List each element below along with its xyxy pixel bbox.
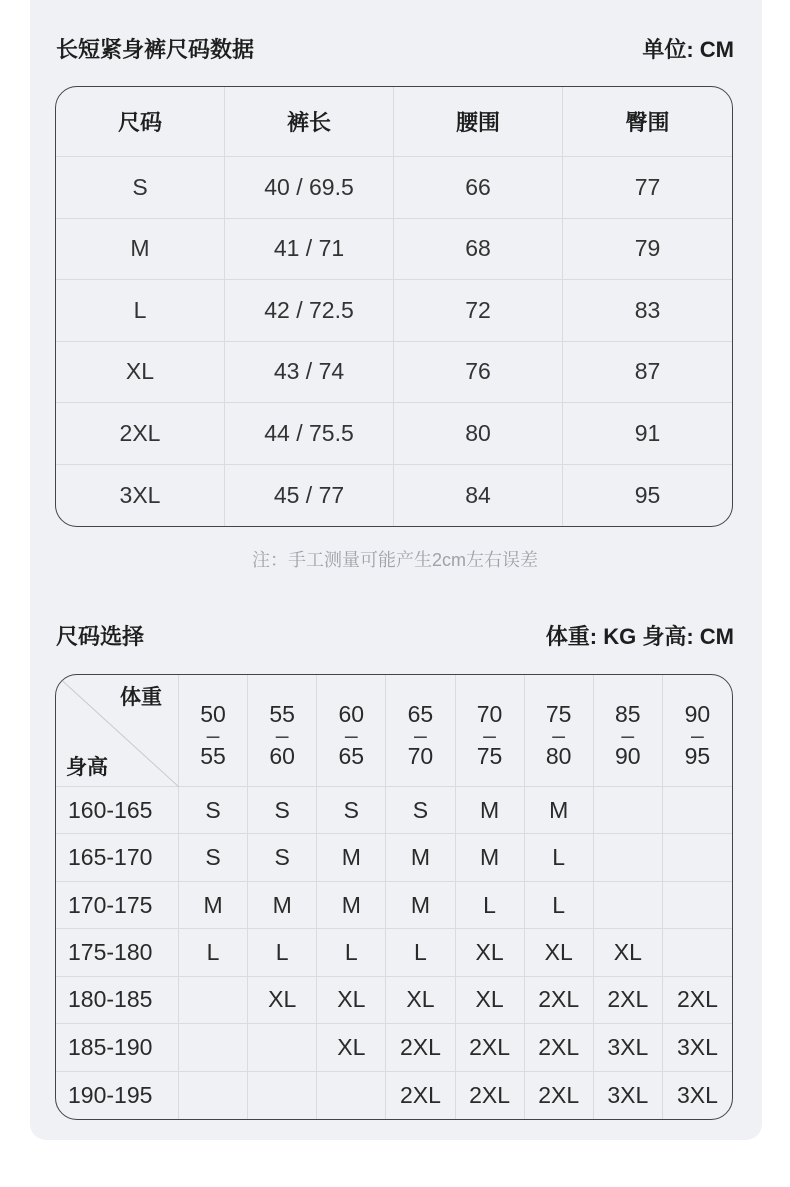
weight-range-high: 75 bbox=[476, 742, 503, 769]
table-cell: 80 bbox=[394, 403, 563, 465]
size-cell: L bbox=[525, 834, 594, 881]
height-range-label: 175-180 bbox=[56, 929, 179, 976]
size-cell: 2XL bbox=[456, 1072, 525, 1119]
size-cell: 3XL bbox=[594, 1072, 663, 1119]
size-cell: XL bbox=[317, 1024, 386, 1071]
weight-range-high: 90 bbox=[615, 742, 641, 769]
height-range-label: 190-195 bbox=[56, 1072, 179, 1119]
table-cell: 40 / 69.5 bbox=[225, 157, 394, 219]
size-cell: L bbox=[179, 929, 248, 976]
weight-range-low: 70 bbox=[476, 700, 503, 727]
weight-range-sep: – bbox=[344, 721, 358, 748]
weight-range-header bbox=[317, 675, 386, 787]
size-cell: 2XL bbox=[525, 1072, 594, 1119]
table-cell: 95 bbox=[634, 481, 661, 508]
table-cell: 68 bbox=[394, 219, 563, 281]
weight-range-low: 55 bbox=[269, 700, 295, 727]
corner-header-cell bbox=[56, 675, 179, 787]
table-cell: 87 bbox=[563, 342, 732, 404]
table-cell: M bbox=[56, 219, 225, 281]
table-cell: 76 bbox=[394, 342, 563, 404]
weight-range-header bbox=[386, 675, 455, 787]
weight-range-header bbox=[525, 675, 594, 787]
size-cell: L bbox=[525, 882, 594, 929]
weight-range-sep: – bbox=[414, 721, 427, 748]
weight-range-header bbox=[179, 675, 248, 787]
column-header: 腰围 bbox=[394, 87, 563, 157]
size-table-title: 长短紧身裤尺码数据 bbox=[56, 36, 255, 62]
size-cell bbox=[179, 977, 248, 1024]
size-cell bbox=[248, 1072, 317, 1119]
weight-range-header bbox=[663, 675, 732, 787]
weight-range-sep: – bbox=[275, 721, 289, 748]
size-cell bbox=[663, 929, 732, 976]
height-range-label: 170-175 bbox=[56, 882, 179, 929]
height-range-label: 185-190 bbox=[56, 1024, 179, 1071]
column-header: 裤长 bbox=[225, 87, 394, 157]
size-guide-header bbox=[56, 620, 734, 650]
size-cell: XL bbox=[456, 929, 525, 976]
size-cell: 2XL bbox=[525, 1024, 594, 1071]
corner-height-label: 身高 bbox=[66, 756, 108, 779]
size-cell: 3XL bbox=[594, 1024, 663, 1071]
corner-weight-label: 体重 bbox=[120, 686, 162, 709]
table-cell: XL bbox=[56, 342, 225, 404]
size-cell: S bbox=[179, 787, 248, 834]
size-cell: M bbox=[317, 834, 386, 881]
weight-range-low: 85 bbox=[615, 700, 641, 727]
size-cell: S bbox=[248, 834, 317, 881]
table-cell: 83 bbox=[563, 280, 732, 342]
weight-range-high: 60 bbox=[269, 742, 295, 769]
size-cell: XL bbox=[456, 977, 525, 1024]
weight-range-sep: – bbox=[621, 721, 635, 748]
size-cell bbox=[594, 834, 663, 881]
weight-range-high: 55 bbox=[200, 742, 226, 769]
table-cell: 41 / 71 bbox=[225, 219, 394, 281]
size-cell: L bbox=[386, 929, 455, 976]
size-cell: 2XL bbox=[663, 977, 732, 1024]
size-guide-unit: 体重: KG 身高: CM bbox=[545, 623, 734, 649]
table-cell: 91 bbox=[563, 403, 732, 465]
size-table-header bbox=[56, 33, 734, 63]
table-cell: 43 / 74 bbox=[225, 342, 394, 404]
size-cell: M bbox=[386, 882, 455, 929]
size-cell: XL bbox=[525, 929, 594, 976]
height-range-label: 180-185 bbox=[56, 977, 179, 1024]
size-cell: M bbox=[179, 882, 248, 929]
weight-range-header bbox=[248, 675, 317, 787]
weight-range-low: 90 bbox=[684, 700, 711, 727]
size-cell bbox=[663, 834, 732, 881]
column-header: 臀围 bbox=[563, 87, 732, 157]
weight-range-high: 95 bbox=[684, 742, 711, 769]
size-cell: M bbox=[456, 787, 525, 834]
size-cell: M bbox=[386, 834, 455, 881]
weight-range-header bbox=[594, 675, 663, 787]
size-cell bbox=[179, 1072, 248, 1119]
size-cell: M bbox=[317, 882, 386, 929]
size-cell: S bbox=[386, 787, 455, 834]
table-cell: 84 bbox=[394, 465, 563, 527]
size-table-unit: 单位: CM bbox=[642, 36, 734, 62]
size-cell: XL bbox=[386, 977, 455, 1024]
table-cell: 2XL bbox=[56, 403, 225, 465]
size-cell bbox=[248, 1024, 317, 1071]
weight-range-low: 75 bbox=[545, 700, 572, 727]
size-cell: XL bbox=[594, 929, 663, 976]
size-cell: 2XL bbox=[386, 1072, 455, 1119]
size-cell: L bbox=[456, 882, 525, 929]
height-range-label: 160-165 bbox=[56, 787, 179, 834]
height-range-label: 165-170 bbox=[56, 834, 179, 881]
table-cell: 79 bbox=[563, 219, 732, 281]
size-guide-title: 尺码选择 bbox=[56, 623, 145, 649]
size-cell: 2XL bbox=[594, 977, 663, 1024]
table-cell: 44 / 75.5 bbox=[225, 403, 394, 465]
table-cell: L bbox=[56, 280, 225, 342]
weight-range-sep: – bbox=[552, 721, 566, 748]
weight-range-sep: – bbox=[691, 721, 704, 748]
size-cell bbox=[663, 882, 732, 929]
size-cell: 2XL bbox=[525, 977, 594, 1024]
size-cell: L bbox=[248, 929, 317, 976]
size-cell: XL bbox=[248, 977, 317, 1024]
weight-range-header bbox=[456, 675, 525, 787]
weight-range-low: 65 bbox=[407, 700, 434, 727]
weight-range-low: 50 bbox=[200, 700, 226, 727]
table-cell: 66 bbox=[394, 157, 563, 219]
size-guide-table bbox=[55, 674, 733, 1120]
size-cell: S bbox=[179, 834, 248, 881]
size-cell: M bbox=[248, 882, 317, 929]
measurement-note: 注：手工测量可能产生2cm左右误差 bbox=[251, 550, 538, 570]
weight-range-low: 60 bbox=[338, 700, 365, 727]
size-cell bbox=[594, 787, 663, 834]
table-cell: S bbox=[56, 157, 225, 219]
size-cell: 3XL bbox=[676, 1081, 718, 1108]
size-cell: XL bbox=[317, 977, 386, 1024]
size-cell: S bbox=[317, 787, 386, 834]
size-cell bbox=[179, 1024, 248, 1071]
size-cell bbox=[663, 787, 732, 834]
table-cell: 45 / 77 bbox=[225, 465, 394, 527]
column-header: 尺码 bbox=[56, 87, 225, 157]
table-cell: 72 bbox=[394, 280, 563, 342]
size-table bbox=[55, 86, 733, 527]
size-cell: 2XL bbox=[386, 1024, 455, 1071]
weight-range-sep: – bbox=[206, 721, 220, 748]
size-cell: M bbox=[456, 834, 525, 881]
weight-range-sep: – bbox=[483, 721, 496, 748]
table-cell: 77 bbox=[563, 157, 732, 219]
weight-range-high: 65 bbox=[338, 742, 365, 769]
table-cell: 3XL bbox=[56, 465, 225, 527]
size-cell: 2XL bbox=[456, 1024, 525, 1071]
size-cell bbox=[594, 882, 663, 929]
table-cell: 42 / 72.5 bbox=[225, 280, 394, 342]
weight-range-high: 70 bbox=[407, 742, 434, 769]
size-cell bbox=[317, 1072, 386, 1119]
size-cell: 3XL bbox=[663, 1024, 732, 1071]
size-cell: L bbox=[317, 929, 386, 976]
size-cell: M bbox=[525, 787, 594, 834]
weight-range-high: 80 bbox=[545, 742, 572, 769]
size-cell: S bbox=[248, 787, 317, 834]
